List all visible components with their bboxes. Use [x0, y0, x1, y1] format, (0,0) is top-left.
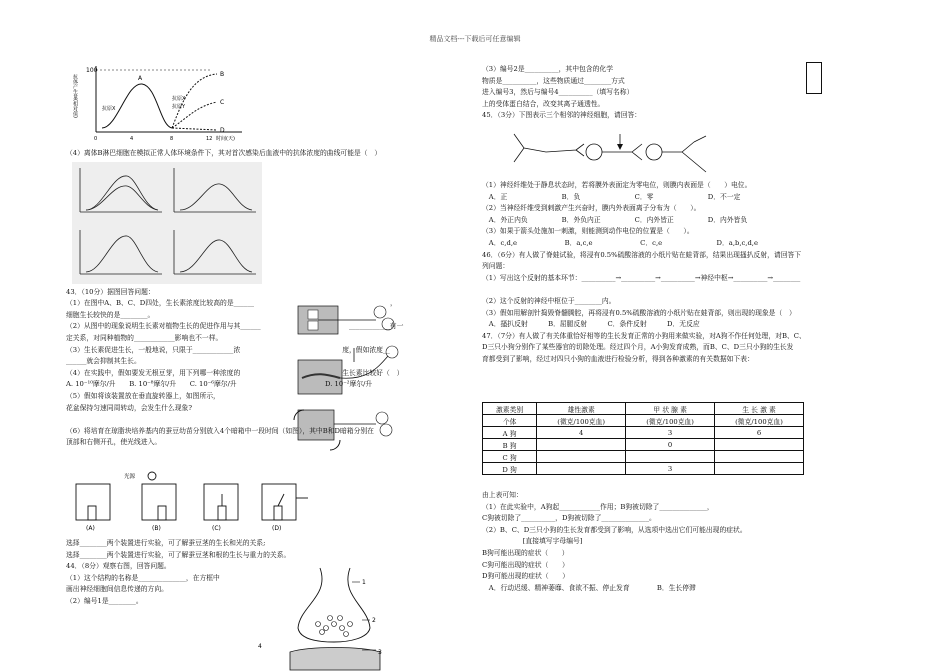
left-line: 43．（10分）据图回答问题：: [66, 287, 155, 296]
table-cell: C 狗: [483, 451, 537, 463]
right-line: 进入编号3，然后与编号4__________（填写名称）: [482, 88, 634, 97]
left-line: 44．（8分）观察右图，回答问题。: [66, 562, 171, 571]
chart-xlabel: 时间(天): [216, 136, 235, 142]
left-line: A. 10⁻¹⁰摩尔/升 B. 10⁻⁸摩尔/升 C. 10⁻⁶摩尔/升 D. 10⁻²摩尔/升: [66, 380, 373, 389]
right-line: （1）写出这个反射的基本环节：__________→__________→__________→神经中枢→__________→________: [482, 273, 801, 282]
right-line: A．外正内负 B．外负内正 C．内外皆正 D．内外皆负: [482, 215, 748, 224]
left-line: 选择________两个装置进行实验，可了解蚕豆茎和根的生长与重力的关系。: [66, 550, 291, 559]
right-line: 由上表可知：: [482, 491, 523, 499]
right-line: （2）B、C、D三只小狗的生长发育都受到了影响，从选项中选出它们可能出现的症状。: [482, 525, 747, 534]
right-line: A．c,d,e B．a,c,e C．c,e D．a,b,c,d,e: [482, 238, 758, 247]
table-header: 激素类别: [483, 403, 537, 415]
left-line: （4）离体B淋巴细胞在模拟正常人体环境条件下，其对首次感染后血液中的抗体浓度的曲线可能是（ ）: [66, 149, 382, 157]
synapse-label-1: 1: [362, 579, 366, 586]
table-row: [483, 463, 804, 475]
right-column-2: [482, 490, 747, 594]
right-line: C狗可能出现的症状（ ）: [482, 560, 569, 569]
synapse-label-2: 2: [372, 617, 376, 624]
synapse-label-4: 4: [258, 643, 262, 650]
table-row: [483, 439, 804, 451]
right-line: A．行动迟缓、精神萎靡、食欲不振、停止发育 B．生长停滞: [482, 583, 696, 592]
table-cell: 4: [537, 427, 626, 439]
antigen-x2-label: 抗原X: [172, 96, 186, 102]
tick-0: 0: [94, 136, 98, 142]
synapse-label-3: 3: [378, 649, 382, 656]
right-line: [直接填写字母编号]: [482, 537, 583, 546]
table-row: [483, 451, 804, 463]
right-line: 47．（7分）有人做了有关体重恰好相等的生长发育正常的小狗用来做实验，对A狗不作任何处理，对B、C、: [482, 331, 806, 340]
right-line: 46．（6分）有人做了脊蛙试验，将浸有0.5%硫酸溶液的小纸片贴在蛙背部，结果出现搔扒反射，请回答下: [482, 250, 802, 259]
left-line: （3）生长素促进生长，一般地说，只限于____________浓 度，假如浓度__: [66, 345, 390, 354]
right-line: 45．（3分）下图表示三个相邻的神经细胞，请回答：: [482, 111, 642, 120]
table-cell: [626, 451, 715, 463]
chart-ylabel: 抗体产生量(相对值): [72, 74, 78, 118]
table-cell: D 狗: [483, 463, 537, 475]
tick-8: 8: [170, 136, 174, 142]
right-line: 列问题：: [482, 262, 510, 271]
left-line: 花盆保持匀速同周转动，会发生什么现象?: [66, 403, 192, 412]
table-cell: 0: [626, 439, 715, 451]
table-cell: [715, 451, 804, 463]
left-line: （2）从图中的现象说明生长素对植物生长的促进作用与其______ ____________有一: [66, 322, 404, 331]
left-line: （4）在实践中，假如要发无根豆芽，用下列哪一种浓度的 生长素比较好（ ）: [66, 368, 404, 377]
antigen-x-label: 抗原X: [102, 106, 116, 112]
left-line: ______就会抑制其生长。: [66, 357, 141, 366]
table-cell: [715, 439, 804, 451]
table-subheader: (微克/100克血): [715, 415, 804, 427]
box-label-c: (C): [212, 525, 221, 532]
light-source-label: 光源: [124, 474, 136, 480]
right-line: （2）这个反射的神经中枢位于________内。: [482, 296, 616, 305]
right-line: B狗可能出现的症状（ ）: [482, 548, 569, 557]
curve-label-a: A: [138, 75, 143, 82]
table-cell: [537, 439, 626, 451]
right-line: 育都受到了影响，经过对四只小狗的血液进行检验分析，得到各种激素的有关数据如下表：: [482, 354, 754, 363]
table-header: 生 长 激 素: [715, 403, 804, 415]
tick-4: 4: [130, 136, 134, 142]
curve-label-b: B: [220, 71, 225, 78]
box-label-d: (D): [272, 525, 282, 532]
answer-box: [806, 62, 822, 94]
left-column-2: [66, 538, 290, 608]
left-line: （6）将培育在琼脂块培养基内的蚕豆幼苗分别放入4个暗箱中一段时间（如图），其中B和D暗箱分别在: [66, 426, 374, 435]
right-line: [482, 284, 902, 296]
left-line: （1）在图中A、B、C、D四处，生长素浓度比较高的是______ ，: [66, 299, 397, 308]
curve-label-c: C: [220, 99, 225, 106]
page-header: 精品文档---下载后可任意编辑: [429, 35, 521, 43]
right-line: D狗可能出现的症状（ ）: [482, 572, 570, 581]
left-line: 画出神经细胞间信息传递的方向。: [66, 585, 168, 594]
right-line: C狗被切除了__________，D狗被切除了______________。: [482, 514, 656, 523]
right-line: D三只小狗分别作了某些器官的切除处理。经过四个月，A小狗发育成熟，而B、C、D三只小狗的生长发: [482, 343, 794, 352]
right-line: （3）如果于箭头处施加一刺激，则能测到动作电位的位置是（ ）。: [482, 227, 694, 236]
antibody-curve-chart: [72, 62, 250, 148]
curve-label-d: D: [220, 127, 225, 134]
table-cell: 3: [626, 463, 715, 475]
neuron-chain-figure: [510, 128, 720, 184]
table-subheader: (微克/100克血): [537, 415, 626, 427]
hormone-table: [482, 402, 804, 475]
right-line: 物质是__________，这些物质通过________方式: [482, 76, 625, 85]
table-subheader: 个体: [483, 415, 537, 427]
right-line: A．搔扒反射 B．屈腿反射 C．条件反射 D．无反应: [482, 320, 700, 329]
table-cell: 3: [626, 427, 715, 439]
synapse-figure: [258, 566, 400, 670]
table-row: [483, 427, 804, 439]
table-cell: [537, 463, 626, 475]
left-line: 顶部和右侧开孔，使光线进入。: [66, 438, 162, 447]
table-cell: A 狗: [483, 427, 537, 439]
table-cell: B 狗: [483, 439, 537, 451]
right-line: 上的受体蛋白结合，改变其离子通透性。: [482, 99, 605, 108]
right-line: （3）假如用解剖针捣毁脊髓腾腔，再将浸有0.5%硫酸溶液的小纸片贴在蛙背部，则出现的现象是（ ）: [482, 308, 796, 317]
left-line: （5）假如将该装置放在垂直旋转器上，如图所示，: [66, 391, 220, 400]
table-cell: [537, 451, 626, 463]
left-line: （1）这个结构的名称是______________，在方框中: [66, 573, 220, 582]
table-header: 甲 状 腺 素: [626, 403, 715, 415]
table-cell: 6: [715, 427, 804, 439]
antigen-y-label: 抗原Y: [172, 104, 186, 110]
box-label-a: (A): [86, 525, 95, 532]
left-column: [66, 148, 461, 449]
right-line: （1）神经纤维处于静息状态时，若将膜外表面定为零电位，则膜内表面是（ ）电位。: [482, 180, 752, 189]
left-line: （2）编号1是________。: [66, 596, 143, 605]
tick-12: 12: [206, 136, 213, 142]
table-subheader: (微克/100克血): [626, 415, 715, 427]
right-line: （3）编号2是__________，其中包含的化学: [482, 65, 613, 73]
chart-ymax: 100: [86, 67, 98, 74]
table-cell: [715, 463, 804, 475]
right-line: A．正 B．负 C．零 D．不一定: [482, 192, 741, 201]
box-label-b: (B): [152, 525, 161, 532]
right-line: （1）在此实验中，A狗起____________作用；B狗被切除了______________，: [482, 502, 714, 511]
dark-box-figure: [72, 470, 322, 534]
right-line: （2）当神经纤维受到刺激产生兴奋时，膜内外表面离子分布为（ ）。: [482, 204, 701, 213]
left-line: 细胞生长较快的是________。: [66, 310, 155, 319]
right-column: [482, 64, 902, 365]
left-line: [66, 414, 461, 426]
left-line: 选择________两个装置进行实验，可了解蚕豆茎的生长和光的关系;: [66, 539, 266, 547]
left-line: 定关系，对同种植物的____________影响也不一样。: [66, 333, 223, 342]
table-header: 雄性激素: [537, 403, 626, 415]
